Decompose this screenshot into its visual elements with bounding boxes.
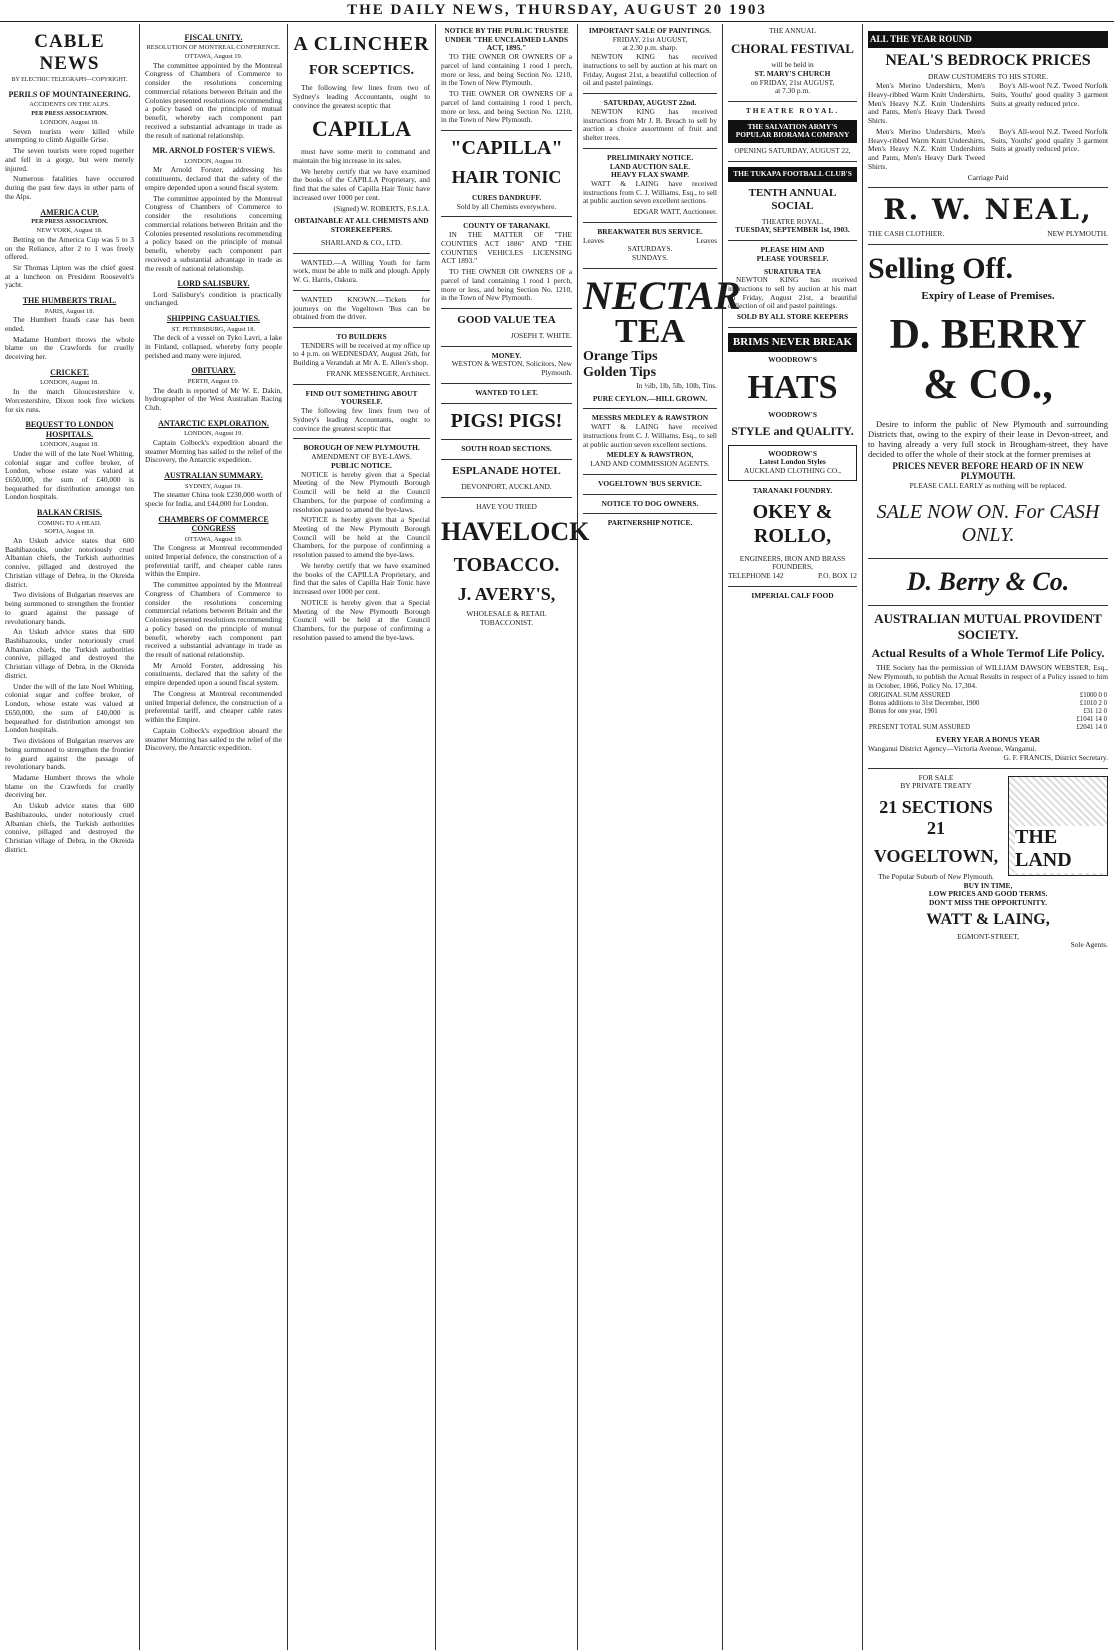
neal-footer: [868, 230, 1108, 239]
held-in: will be held in: [771, 60, 814, 70]
money-heading: MONEY.: [491, 350, 522, 360]
divider: [441, 346, 572, 347]
devonport: DEVONPORT, AUCKLAND.: [461, 481, 552, 491]
sale-time: at 2.30 p.m. sharp.: [622, 43, 678, 53]
column-2: [140, 24, 288, 1650]
selling-off: Selling Off.: [868, 252, 1014, 286]
dateline: LONDON, August 18.: [40, 441, 99, 449]
tea-title: TEA: [615, 312, 685, 350]
policy-value: £1041 14 0: [1076, 716, 1107, 724]
mens-list: Men's Merino Undershirts, Men's Heavy-ribbed Warm Knitt Undershirts, Men's Heavy N.Z. Knitt Undershirts and Pants, Men's Heavy Dark Tweed Shirts.: [868, 81, 985, 126]
sold-by: Sold by all Chemists everywhere.: [456, 201, 557, 211]
ad-text: NEWTON KING has received instructions to sell by auction at his mart on Friday, August 21st, a beautiful collection of oil and pastel paintings.: [728, 275, 857, 311]
dateline: LONDON, August 19.: [184, 157, 243, 165]
divider: [583, 93, 717, 94]
latest-styles: Latest London Styles: [759, 457, 826, 467]
medley-name: MEDLEY & RAWSTRON,: [606, 450, 694, 460]
article-text: Mr Arnold Forster, addressing his constituents, declared that the safety of the empire depended upon a sound fiscal system.: [145, 165, 282, 192]
cable-news-title: CABLE NEWS: [34, 31, 105, 75]
dateline: SOFIA, August 18.: [44, 528, 95, 536]
dateline: NEW YORK, August 18.: [36, 227, 103, 235]
sceptics-title: FOR SCEPTICS.: [308, 62, 415, 78]
woodrows: WOODROW'S: [768, 448, 817, 458]
article-text: The death is reported of Mr W. E. Dakin, hydrographer of the West Australian Racing Club.: [145, 385, 282, 413]
headline: LORD SALISBURY.: [177, 279, 250, 289]
dateline: OTTAWA, August 19.: [184, 53, 243, 61]
divider: [583, 474, 717, 475]
sundays: SUNDAYS.: [631, 253, 669, 263]
article-text: The seven tourists were roped together and fell in a gorge, but were merely injured.: [5, 146, 134, 173]
carriage-paid: Carriage Paid: [967, 172, 1009, 182]
divider: [728, 101, 857, 102]
article-text: Two divisions of Bulgarian reserves are being summoned to strengthen the frontier to guard against the passage of revolutionary bands.: [5, 736, 134, 772]
prelim-heading: PRELIMINARY NOTICE.: [606, 152, 694, 162]
article-text: An Uskub advice states that 600 Bashibazouks, under notoriously cruel Albanian chiefs, the Turkish authorities connive, pillaged and destroyed the Christian village of Debra, in the Okreida district.: [5, 535, 134, 589]
subheadline: ACCIDENTS ON THE ALPS.: [29, 101, 110, 109]
policy-label: Bonus additions to 31st December, 1900: [869, 700, 980, 708]
foundry-contact: [728, 572, 857, 581]
headline: CHAMBERS OF COMMERCE CONGRESS: [158, 514, 269, 534]
article-text: Under the will of the late Noel Whiting, colonial sugar and coffee broker, of London, whose estate was valued at £650,000, the sum of £40,000 is bequeathed for distribution amongst ten London hospitals.: [5, 448, 134, 502]
notice-heading: PUBLIC NOTICE.: [331, 460, 392, 470]
masthead: THE DAILY NEWS, THURSDAY, AUGUST 20 1903: [0, 0, 1114, 22]
sale-now-on: SALE NOW ON. For CASH ONLY.: [876, 500, 1100, 547]
dateline: LONDON, August 19.: [184, 430, 243, 438]
church-name: ST. MARY'S CHURCH: [754, 68, 831, 78]
press-association: PER PRESS ASSOCIATION.: [31, 219, 108, 226]
article-text: Lord Salisbury's condition is practically unchanged.: [145, 289, 282, 308]
pigs-heading: PIGS! PIGS!: [450, 409, 563, 432]
dateline: ST. PETERSBURG, August 18.: [171, 325, 256, 333]
dateline: PERTH, August 19.: [187, 377, 240, 385]
divider: [441, 216, 572, 217]
article-text: The steamer China took £230,000 worth of specie for India, and £44,000 for London.: [145, 490, 282, 508]
auckland-clothing: AUCKLAND CLOTHING CO.,: [744, 466, 841, 476]
article-text: Captain Colbeck's expedition aboard the steamer Morning has sailed to the relief of the Discovery, the Antarctic expedition.: [145, 725, 282, 753]
capilla-ad-title: "CAPILLA": [450, 137, 563, 160]
notice-text: NOTICE is hereby given that a Special Meeting of the New Plymouth Borough Council will be held at the Council Chambers, for the purpose of confirming a resolution passed to amend the bye-laws.: [293, 515, 430, 560]
divider: [868, 605, 1108, 606]
agents: SHARLAND & CO., LTD.: [320, 237, 403, 247]
notice-text: NOTICE is hereby given that a Special Meeting of the New Plymouth Borough Council will be held at the Council Chambers, for the purpose of confirming a resolution passed to amend the bye-laws.: [293, 469, 430, 514]
policy-value: £31 12 0: [1083, 708, 1107, 716]
article-text: An Uskub advice states that 600 Bashibazouks, under notoriously cruel Albanian chiefs, the Turkish authorities connive, pillaged and destroyed the Christian village of Debra, in the Okreida district.: [5, 801, 134, 854]
ad-text: NEWTON KING has received instructions to sell by auction at his mart on Friday, August 21st, a beautiful collection of oil and pastel paintings.: [583, 52, 717, 88]
divider: [868, 558, 1108, 559]
land-heading: LAND AUCTION SALE.: [609, 161, 691, 171]
divider: [868, 244, 1108, 245]
buy-in-time: BUY IN TIME,: [963, 880, 1013, 890]
article-text: Numerous fatalities have occurred during the past few days in other parts of the Alps.: [5, 174, 134, 201]
article-text: An Uskub advice states that 600 Bashibazouks, under notoriously cruel Albanian chiefs, the Turkish authorities connive, pillaged and destroyed the Christian village of Debra, in the Okreida district.: [5, 627, 134, 680]
good-value-tea: GOOD VALUE TEA: [457, 313, 556, 326]
d-berry-co: D. BERRY & CO.,: [889, 312, 1087, 408]
watt-laing: WATT & LAING,: [926, 910, 1050, 928]
nectar-title: NECTAR: [583, 272, 741, 318]
divider: [583, 494, 717, 495]
divider: [728, 240, 857, 241]
saturdays: SATURDAYS.: [627, 244, 673, 254]
south-road-heading: SOUTH ROAD SECTIONS.: [461, 444, 552, 454]
notice-text: TO THE OWNER OR OWNERS OF a parcel of land containing 1 rood 1 perch, more or less, and being Section No. 1210, in the Town of New Plymouth.: [441, 267, 572, 303]
article-text: The Congress at Montreal recommended united Imperial defence, the construction of a preferential tariff, and cheaper cable rates within the Empire.: [145, 543, 282, 579]
divider: [583, 222, 717, 223]
annual-social: TENTH ANNUAL SOCIAL: [748, 186, 837, 212]
divider: [441, 308, 572, 309]
column-6: [723, 24, 863, 1650]
divider: [293, 253, 430, 254]
tobacco-title: TOBACCO.: [453, 554, 560, 577]
sections-21: 21 SECTIONS 21: [879, 797, 993, 839]
dateline: PARIS, August 18.: [44, 307, 95, 315]
leaves-label: Leaves: [696, 235, 717, 245]
builders-heading: TO BUILDERS: [336, 332, 387, 342]
esplanade-heading: ESPLANADE HOTEL: [452, 464, 561, 477]
annual: THE ANNUAL: [768, 26, 816, 35]
dateline: SYDNEY, August 19.: [185, 482, 242, 490]
divider: [583, 408, 717, 409]
headline: THE HUMBERTS TRIAL.: [22, 296, 117, 306]
sold-by-all: SOLD BY ALL STORE KEEPERS: [736, 312, 849, 322]
vogeltown-bus: VOGELTOWN 'BUS SERVICE.: [598, 478, 702, 488]
tin-sizes: In ½lb, 1lb, 5lb, 10lb, Tins.: [636, 380, 717, 390]
low-prices: LOW PRICES AND GOOD TERMS.: [928, 889, 1048, 899]
divider: [868, 768, 1108, 769]
policy-value: £1000 0 0: [1079, 692, 1107, 700]
telephone: TELEPHONE 142: [728, 571, 784, 581]
divider: [441, 497, 572, 498]
classified-ad: The following few lines from two of Sydney's leading Accountants, ought to convince the greatest sceptic that: [293, 406, 430, 433]
article-text: The committee appointed by the Montreal Congress of Chambers of Commerce to consider the resolutions concerning commercial relations between Britain and the Colonies presented resolutions recommending a policy based on the principle of mutual benefit, whereby each component part received a substantial advantage in trade as the result of national relationship.: [145, 580, 282, 659]
popular-suburb: The Popular Suburb of New Plymouth.: [878, 871, 994, 881]
county-heading: COUNTY OF TARANAKI.: [463, 221, 550, 231]
signature: FRANK MESSENGER, Architect.: [326, 368, 430, 378]
headline: FISCAL UNITY.: [184, 33, 243, 42]
notice-text: IN THE MATTER OF "THE COUNTIES ACT 1886" AND "THE COUNTIES VEHICLES LICENSING ACT 1893.": [441, 230, 572, 266]
land-illustration: [1008, 776, 1108, 876]
table-row: [868, 708, 1108, 716]
bus-heading: BREAKWATER BUS SERVICE.: [597, 226, 703, 236]
please-yourself: PLEASE YOURSELF.: [756, 253, 829, 263]
policy-label: Bonus for one year, 1901: [869, 708, 938, 716]
woodrows-box: [728, 445, 857, 481]
ad-text: The following few lines from two of Sydney's leading Accountants, ought to convince the greatest sceptic that: [293, 83, 430, 110]
signature: (Signed) W. ROBERTS, F.S.I.A.: [333, 203, 430, 213]
table-row: [868, 700, 1108, 708]
article-text: Betting on the America Cup was 5 to 3 on the Reliance, after 2 to 1 was freely offered.: [5, 234, 134, 262]
dateline: LONDON, August 18.: [40, 379, 99, 387]
notice-text: TO THE OWNER OR OWNERS OF a parcel of land containing 1 rood 1 perch, more or less, and being Section No. 1210, in the Town of New Plymouth.: [441, 89, 572, 125]
article-text: The Humbert frauds case has been ended.: [5, 315, 134, 333]
divider: [293, 384, 430, 385]
article-text: The committee appointed by the Montreal Congress of Chambers of Commerce to consider the resolutions concerning commercial relations between Britain and the Colonies presented resolutions recommending a policy based on the principle of mutual benefit, whereby each component part received a substantial advantage in trade as the result of national relationship.: [145, 60, 282, 140]
ad-text: WATT & LAING have received instructions from C. J. Williams, Esq., to sell at public auction seven excellent sections.: [583, 422, 717, 449]
neal-prices: NEAL'S BEDROCK PRICES: [885, 51, 1091, 69]
column-1: [0, 24, 140, 1650]
saturday-heading: SATURDAY, AUGUST 22nd.: [603, 98, 697, 108]
prices-never: PRICES NEVER BEFORE HEARD OF IN NEW PLYMOUTH.: [892, 460, 1084, 482]
friday-date: on FRIDAY, 21st AUGUST,: [750, 77, 835, 87]
headline: OBITUARY.: [191, 366, 236, 376]
table-row: [868, 716, 1108, 724]
notice-text: NOTICE is hereby given that a Special Meeting of the New Plymouth Borough Council will be held at the Council Chambers, for the purpose of confirming a resolution passed to amend the bye-laws.: [293, 597, 430, 642]
article-text: In the match Gloucestershire v. Worcestershire, Dixon took five wickets for six runs.: [5, 387, 134, 414]
headline: PERILS OF MOUNTAINEERING.: [8, 89, 131, 99]
divider: [583, 148, 717, 149]
private-treaty: BY PRIVATE TREATY: [900, 781, 972, 791]
column-5: [578, 24, 741, 1650]
medley-heading: MESSRS MEDLEY & RAWSTRON: [591, 413, 709, 423]
divider: [583, 513, 717, 514]
orange-tips: Orange Tips: [583, 348, 658, 364]
divider: [293, 290, 430, 291]
capilla-title: CAPILLA: [311, 116, 411, 142]
po-box: P.O. BOX 12: [817, 571, 857, 581]
divider: [583, 268, 717, 269]
headline: BEQUEST TO LONDON HOSPITALS.: [25, 420, 114, 439]
year-round-banner: ALL THE YEAR ROUND: [868, 31, 1108, 48]
classified-ad: WANTED KNOWN.—Tickets for journeys on the Vogeltown 'Bus can be obtained from the driver.: [293, 294, 430, 322]
sale-heading: IMPORTANT SALE OF PAINTINGS.: [588, 26, 712, 35]
wanted-heading: WANTED TO LET.: [475, 387, 538, 397]
choral-festival: CHORAL FESTIVAL: [731, 40, 854, 56]
classified-ad: WANTED.—A Willing Youth for farm work, must be able to milk and plough. Apply W. G. Harris, Oakura.: [293, 257, 430, 285]
divider: [868, 187, 1108, 188]
press-association: PER PRESS ASSOCIATION.: [31, 110, 108, 117]
please-him: PLEASE HIM AND: [760, 245, 825, 255]
headline: BALKAN CRISIS.: [37, 508, 102, 518]
every-year-bonus: EVERY YEAR A BONUS YEAR: [935, 735, 1041, 745]
leaves-label: Leaves: [583, 235, 604, 245]
pure-ceylon: PURE CEYLON.—HILL GROWN.: [592, 393, 708, 403]
signature: JOSEPH T. WHITE.: [510, 330, 572, 340]
berry-text: Desire to inform the public of New Plymouth and surrounding Districts that, owing to the expiry of their lease in Devon-street, and to having already a very full stock in Brougham-street, they have decided to offer the whole of their stock at the former premises at: [868, 418, 1108, 459]
article-text: The committee appointed by the Montreal Congress of Chambers of Commerce to consider the resolutions concerning commercial relations between Britain and the Colonies presented resolutions recommending a policy based on the principle of mutual benefit, whereby each component part received a substantial advantage in trade as the result of national relationship.: [145, 193, 282, 273]
headline: AMERICA CUP.: [40, 207, 99, 217]
headline: ANTARCTIC EXPLORATION.: [158, 418, 269, 428]
divider: [441, 403, 572, 404]
obtainable: OBTAINABLE AT ALL CHEMISTS AND STOREKEEPERS.: [294, 216, 429, 235]
article-text: Madame Humbert throws the whole blame on the Crawfords for cruelly deceiving her.: [5, 773, 134, 800]
dateline: OTTAWA, August 19.: [184, 535, 243, 543]
notice-heading: NOTICE BY THE PUBLIC TRUSTEE UNDER "THE UNCLAIMED LANDS ACT, 1895.": [444, 26, 569, 53]
divider: [728, 161, 857, 162]
cash-clothier: THE CASH CLOTHIER.: [868, 229, 945, 239]
clincher-title: A CLINCHER: [293, 33, 430, 55]
headline: MR. ARNOLD FOSTER'S VIEWS.: [152, 146, 275, 156]
headline: CRICKET.: [50, 367, 89, 377]
vogeltown-title: VOGELTOWN,: [873, 845, 999, 866]
partnership-notice: PARTNERSHIP NOTICE.: [607, 518, 693, 528]
divider: [441, 130, 572, 131]
time: at 7.30 p.m.: [774, 86, 811, 96]
flax-heading: HEAVY FLAX SWAMP.: [611, 170, 689, 180]
policy-label: ORIGINAL SUM ASSURED: [869, 692, 951, 700]
hats-title: HATS: [747, 368, 838, 406]
have-you-tried: HAVE YOU TRIED: [476, 501, 537, 511]
brims-banner: BRIMS NEVER BREAK: [728, 333, 857, 352]
divider: [293, 327, 430, 328]
policy-value: £1010 2 0: [1079, 700, 1107, 708]
sale-date: FRIDAY, 21st AUGUST,: [612, 34, 688, 44]
subtitle: BY ELECTRIC TELEGRAPH—COPYRIGHT.: [11, 76, 128, 83]
boys-list: Boy's All-wool N.Z. Tweed Norfolk Suits, Youths' good quality 3 garment Suits at greatly reduced price.: [991, 126, 1108, 154]
opening-date: OPENING SATURDAY, AUGUST 22,: [734, 146, 851, 156]
rw-neal: R. W. NEAL,: [883, 193, 1093, 227]
headline: AUSTRALIAN SUMMARY.: [164, 471, 263, 481]
theatre-royal: THEATRE ROYAL.: [745, 106, 840, 115]
column-3: [288, 24, 436, 1650]
headline: SHIPPING CASUALTIES.: [166, 314, 261, 324]
football-club: THE TUKAPA FOOTBALL CLUB'S: [728, 167, 857, 182]
article-text: Sir Thomas Lipton was the chief guest at a luncheon on President Roosevelt's yacht.: [5, 262, 134, 290]
society-text: THE Society has the permission of WILLIAM DAWSON WEBSTER, Esq., New Plymouth, to publish the Actual Results in respect of a Policy issued to him in October, 1866, Policy No. 17,304.: [868, 663, 1108, 690]
table-row: [868, 692, 1108, 700]
notice-text: We hereby certify that we have examined the books of the CAPILLA Proprietary, and find that the sales of Capilla Hair Tonic have increased over 1000 per cent.: [293, 560, 430, 597]
theatre-royal: THEATRE ROYAL.: [761, 216, 824, 226]
article-text: Two divisions of Bulgarian reserves are being summoned to strengthen the frontier to guard against the passage of revolutionary bands.: [5, 590, 134, 626]
woodrows: WOODROW'S: [768, 354, 817, 364]
amp-society: AUSTRALIAN MUTUAL PROVIDENT SOCIETY.: [874, 611, 1102, 642]
policy-value: £2041 14 0: [1076, 724, 1107, 732]
article-text: Captain Colbeck's expedition aboard the steamer Morning has sailed to the relief of the Discovery, the Antarctic expedition.: [145, 437, 282, 465]
averys-name: J. AVERY'S,: [457, 583, 556, 604]
medley-desc: LAND AND COMMISSION AGENTS.: [590, 459, 710, 469]
divider: [441, 459, 572, 460]
article-text: Mr Arnold Forster, addressing his constituents, declared that the safety of the empire depended upon a sound fiscal system.: [145, 660, 282, 688]
ad-text: NEWTON KING has received instructions from Mr J. B. Breach to sell by auction a choice assortment of fruit and shelter trees.: [583, 106, 717, 143]
classified-ad: TENDERS will be received at my office up to 4 p.m. on WEDNESDAY, August 26th, for Building a Verandah at Mr A. E. Allen's shop.: [293, 340, 430, 368]
column-4: [436, 24, 590, 1650]
neal-price-list: [868, 82, 1108, 128]
actual-results: Actual Results of a Whole Termof Life Policy.: [871, 646, 1105, 661]
style-quality: STYLE and QUALITY.: [731, 424, 854, 439]
article-text: The deck of a vessel on Tyko Lavri, a lake in Finland, collapsed, whereby forty people perished and many were injured.: [145, 333, 282, 360]
salvation-army: THE SALVATION ARMY'S POPULAR BIORAMA COMPANY: [728, 120, 857, 143]
golden-tips: Golden Tips: [583, 365, 657, 381]
amend-heading: AMENDMENT OF BYE-LAWS.: [311, 452, 412, 462]
boys-list: Boy's All-wool N.Z. Tweed Norfolk Suits, Youths' good quality 3 garment Suits at greatly reduced price.: [991, 81, 1108, 108]
imperial-calf: IMPERIAL CALF FOOD: [751, 590, 834, 600]
call-early: PLEASE CALL EARLY as nothing will be replaced.: [909, 480, 1067, 490]
new-plymouth: NEW PLYMOUTH.: [1047, 229, 1108, 239]
signature: EDGAR WATT, Auctioneer.: [633, 207, 717, 217]
article-text: The Congress at Montreal recommended united Imperial defence, the construction of a preferential tariff, and cheaper cable rates within the Empire.: [145, 688, 282, 725]
policy-label: PRESENT TOTAL SUM ASSURED: [869, 724, 970, 732]
borough-heading: BOROUGH OF NEW PLYMOUTH.: [303, 443, 420, 453]
notice-text: TO THE OWNER OR OWNERS OF a parcel of land containing 1 rood 1 perch, more or less, and being Section No. 1210, in the Town of New Plymouth.: [441, 52, 572, 88]
subheadline: COMING TO A HEAD.: [37, 519, 102, 527]
d-berry-co-script: D. Berry & Co.: [906, 566, 1070, 596]
sole-agents: Sole Agents.: [1070, 940, 1108, 950]
taranaki-foundry: TARANAKI FOUNDRY.: [752, 485, 833, 495]
social-date: TUESDAY, SEPTEMBER 1st, 1903.: [735, 225, 850, 235]
ad-text: must have some merit to command and maintain the big increase in its sales.: [293, 147, 430, 165]
column-7: [863, 24, 1113, 1650]
divider: [441, 383, 572, 384]
averys-desc: WHOLESALE & RETAIL TOBACCONIST.: [466, 608, 547, 627]
ad-text: WATT & LAING have received instructions from C. J. Williams, Esq., to sell at public auction seven excellent sections.: [583, 179, 717, 206]
mens-list: Men's Merino Undershirts, Men's Heavy-ribbed Warm Knitt Undershirts, Men's Heavy N.Z. Knitt Undershirts and Pants, Men's Heavy Dark Tweed Shirts.: [868, 126, 985, 171]
find-out-heading: FIND OUT SOMETHING ABOUT YOURSELF.: [305, 388, 418, 407]
article-text: Seven tourists were killed while attempting to climb Aiguille Grise.: [5, 126, 134, 145]
the-land-label: THE LAND: [1015, 826, 1107, 873]
columns: [0, 24, 1114, 1650]
article-text: Under the will of the late Noel Whiting, colonial sugar and coffee broker, of London, whose estate was valued at £650,000, the sum of £40,000 is bequeathed for distribution amongst ten London hospitals.: [5, 681, 134, 735]
district-agency: Wanganui District Agency—Victoria Avenue, Wanganui.: [868, 744, 1037, 754]
cures-dandruff: CURES DANDRUFF.: [471, 192, 542, 202]
expiry-of-lease: Expiry of Lease of Premises.: [921, 290, 1055, 303]
divider: [293, 438, 430, 439]
divider: [441, 439, 572, 440]
article-text: Madame Humbert throws the whole blame on the Crawfords for cruelly deceiving her.: [5, 334, 134, 362]
dateline: LONDON, August 18.: [40, 119, 99, 127]
ad-text: We hereby certify that we have examined the books of the CAPILLA Proprietary, and find that the sales of Capilla Hair Tonic have increased over 1000 per cent.: [293, 166, 430, 202]
draw-customers: DRAW CUSTOMERS TO HIS STORE.: [927, 72, 1049, 82]
dog-notice: NOTICE TO DOG OWNERS.: [601, 498, 699, 508]
signature: WESTON & WESTON, Solicitors, New Plymouth.: [451, 359, 572, 378]
hair-tonic-title: HAIR TONIC: [451, 166, 562, 187]
okey-rollo: OKEY & ROLLO,: [752, 501, 833, 548]
subheadline: RESOLUTION OF MONTREAL CONFERENCE.: [146, 44, 281, 52]
table-row: [868, 724, 1108, 732]
for-sale: FOR SALE: [918, 772, 954, 782]
engineers: ENGINEERS, IRON AND BRASS FOUNDERS,: [739, 553, 846, 572]
district-secretary: G. F. FRANCIS, District Secretary.: [1003, 752, 1108, 762]
divider: [728, 327, 857, 328]
havelock-title: HAVELOCK: [441, 517, 590, 547]
neal-price-list: [868, 128, 1108, 174]
woodrows: WOODROW'S: [768, 409, 817, 419]
dont-miss: DON'T MISS THE OPPORTUNITY.: [929, 898, 1047, 908]
policy-table: [868, 692, 1108, 732]
suratura-tea: SURATURA TEA: [763, 266, 822, 276]
divider: [728, 586, 857, 587]
egmont-street: EGMONT-STREET,: [957, 931, 1019, 941]
